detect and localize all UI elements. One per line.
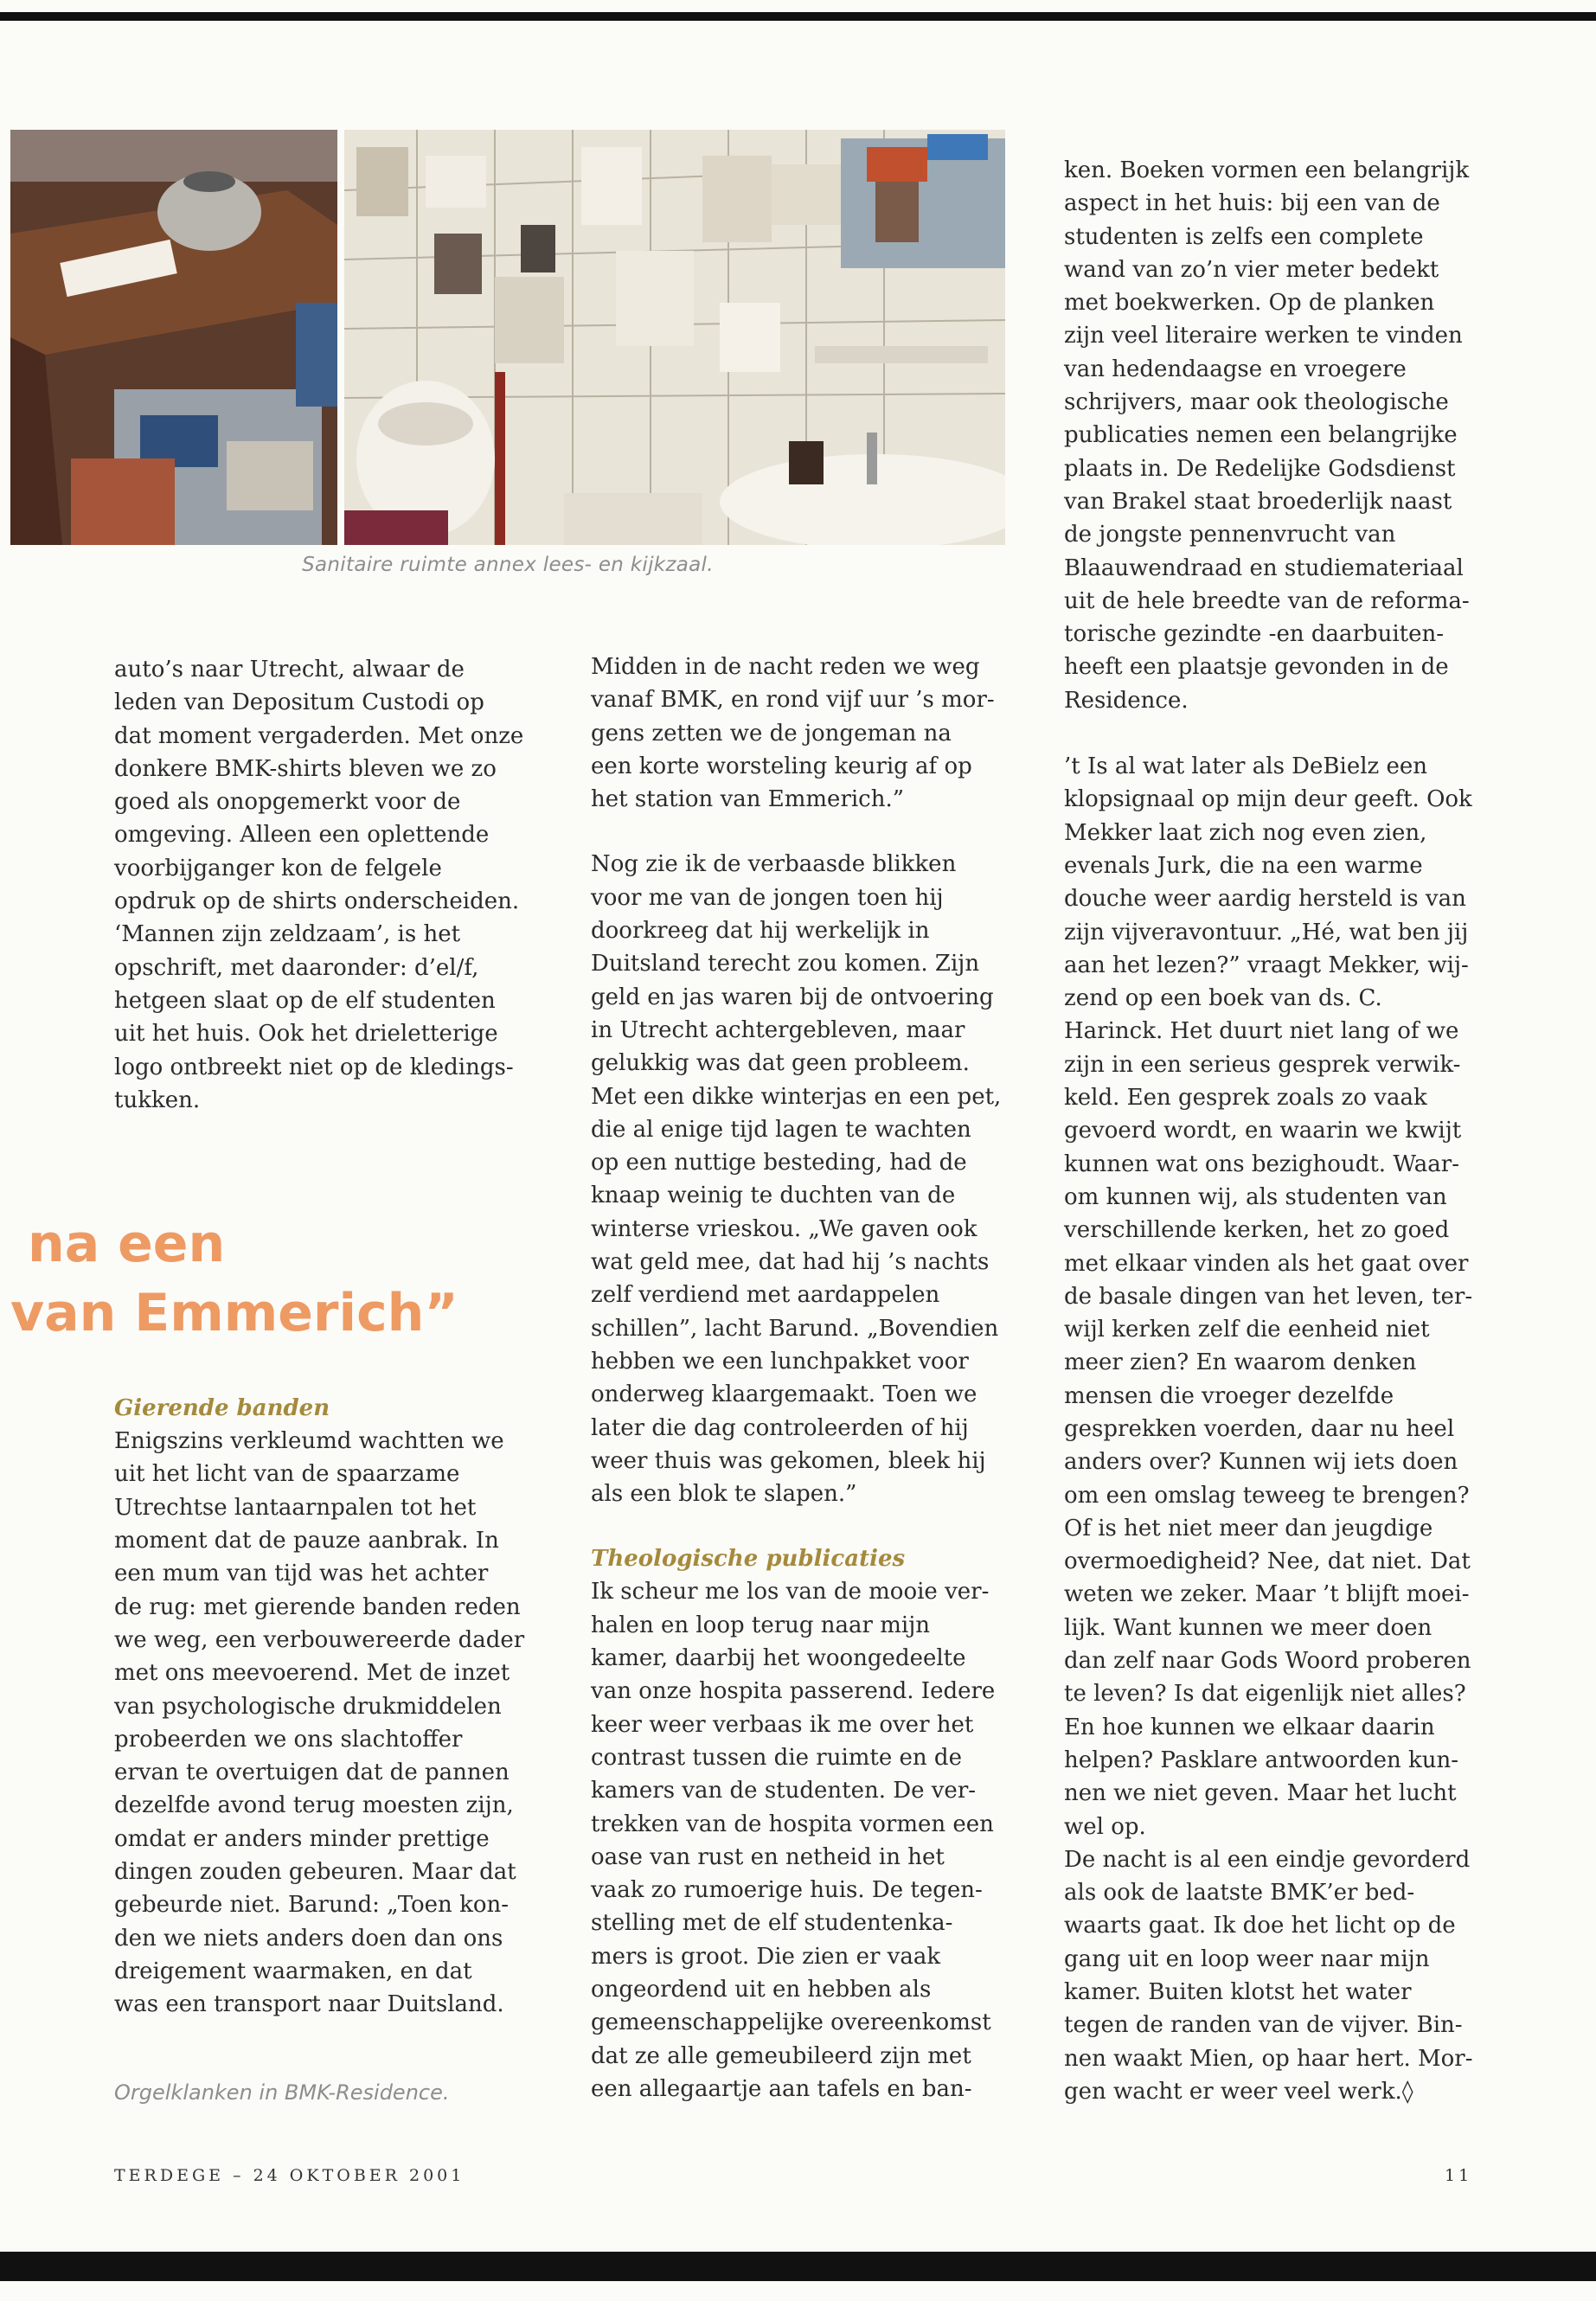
bathroom-photo — [10, 130, 1005, 545]
column1-paragraph: Enigszins verkleumd wachtten we uit het licht van de spaarzame Utrechtse lantaarnpalen tot het moment dat de pauze aanbrak. In een mum van tijd was het achter de rug: met gierende banden reden we weg, een verbouwereerde dader met ons meevoerend. Met de inzet van psychologische drukmiddelen probeerden we ons slachtoffer ervan te overtuigen dat de pannen dezelfde avond terug moesten zijn, omdat er anders minder prettige dingen zouden gebeuren. Maar dat gebeurde niet. Barund: „Toen kon- den we niets anders doen dan ons dreigement waarmaken, en dat was een transport naar Duitsland. — [114, 1428, 525, 2018]
photo-caption-organ: Orgelklanken in BMK-Residence. — [114, 2080, 450, 2105]
column1-paragraph: auto’s naar Utrecht, alwaar de leden van Depositum Custodi op dat moment vergaderden. Met onze donkere BMK-shirts bleven we zo goed als onopgemerkt voor de omgeving. Alleen een oplettende voorbijganger kon de felgele opdruk op de shirts onderscheiden. ‘Mannen zijn zeldzaam’, is het opschrift, met daaronder: d’el/f, hetgeen slaat op de elf studenten uit het huis. Ook het drieletterige logo ontbreekt niet op de kledings- tukken. — [114, 657, 524, 1113]
column3-paragraph: ken. Boeken vormen een belangrijk aspect in het huis: bij een van de studenten is zelfs een complete wand van zo’n vier meter bedekt met boekwerken. Op de planken zijn veel literaire werken te vinden van hedendaagse en vroegere schrijvers, maar ook theologische publicaties nemen een belangrijke plaats in. De Redelijke Godsdienst van Brakel staat broederlijk naast de jongste pennenvrucht van Blaauwendraad en studiemateriaal uit de hele breedte van de reforma- torische gezindte -en daarbuiten- heeft een plaatsje gevonden in de Residence. — [1064, 157, 1470, 714]
top-rule — [0, 12, 1596, 21]
photo-caption: Sanitaire ruimte annex lees- en kijkzaal. — [302, 554, 714, 576]
subheading-theologische-publicaties: Theologische publicaties — [591, 1546, 906, 1573]
column2-paragraph: Nog zie ik de verbaasde blikken voor me van de jongen toen hij doorkreeg dat hij werkelijk in Duitsland terecht zou komen. Zijn geld en jas waren bij de ontvoering in Utrecht achtergebleven, maar gelukkig was dat geen probleem. Met een dikke winterjas en een pet, die al enige tijd lagen te wachten op een nuttige besteding, had de knaap weinig te duchten van de winterse vrieskou. „We gaven ook wat geld mee, dat had hij ’s nachts zelf verdiend met aardappelen schillen”, lacht Barund. „Bovendien hebben we een lunchpakket voor onderweg klaargemaakt. Toen we later die dag controleerden of hij weer thuis was gekomen, bleek hij als een blok te slapen.” — [591, 851, 1002, 1508]
subheading-gierende-banden: Gierende banden — [114, 1395, 330, 1422]
column2-paragraph: Ik scheur me los van de mooie ver- halen en loop terug naar mijn kamer, daarbij het woongedeelte van onze hospita passerend. Iedere keer weer verbaas ik me over het contrast tussen die ruimte en de kamers van de studenten. De ver- trekken van de hospita vormen een oase van rust en netheid in het vaak zo rumoerige huis. De tegen- stelling met de elf studentenka- mers is groot. Die zien er vaak ongeordend uit en hebben als gemeenschappelijke overeenkomst dat ze alle gemeubileerd zijn met een allegaartje aan tafels en ban- — [591, 1579, 996, 2102]
article-column-2 — [591, 651, 1041, 2106]
column3-paragraph: De nacht is al een eindje gevorderd als ook de laatste BMK’er bed- waarts gaat. Ik doe het licht op de gang uit en loop weer naar mijn kamer. Buiten klotst het water tegen de randen van de vijver. Bin- nen waakt Mien, op haar hert. Mor- gen wacht er weer veel werk.◊ — [1064, 1846, 1473, 2105]
pullquote-line-1: na een — [28, 1214, 226, 1274]
pullquote-line-2: van Emmerich” — [10, 1283, 458, 1343]
page-number: 11 — [1445, 2166, 1473, 2185]
footer-publication: TERDEGE – 24 OKTOBER 2001 — [114, 2166, 465, 2185]
column2-paragraph: Midden in de nacht reden we weg vanaf BMK, en rond vijf uur ’s mor- gens zetten we de jongeman na een korte worsteling keurig af op het station van Emmerich.” — [591, 654, 995, 813]
column3-paragraph: ’t Is al wat later als DeBielz een klopsignaal op mijn deur geeft. Ook Mekker laat zich nog even zien, evenals Jurk, die na een warme douche weer aardig hersteld is van zijn vijveravontuur. „Hé, wat ben jij aan het lezen?” vraagt Mekker, wij- zend op een boek van ds. C. Harinck. Het duurt niet lang of we zijn in een serieus gesprek verwik- keld. Een gesprek zoals zo vaak gevoerd wordt, en waarin we kwijt kunnen wat ons bezighoudt. Waar- om kunnen wij, als studenten van verschillende kerken, het zo goed met elkaar vinden als het gaat over de basale dingen van het leven, ter- wijl kerken zelf die eenheid niet meer zien? En waarom denken mensen die vroeger dezelfde gesprekken voerden, daar nu heel anders over? Kunnen wij iets doen om een omslag teweeg te brengen? Of is het niet meer dan jeugdige overmoedigheid? Nee, dat niet. Dat weten we zeker. Maar ’t blijft moei- lijk. Want kunnen we meer doen dan zelf naar Gods Woord proberen te leven? Is dat eigenlijk niet alles? En hoe kunnen we elkaar daarin helpen? Pasklare antwoorden kun- nen we niet geven. Maar het lucht wel op. — [1064, 753, 1473, 1840]
bottom-rule — [0, 2252, 1596, 2281]
article-column-3 — [1064, 154, 1518, 2108]
